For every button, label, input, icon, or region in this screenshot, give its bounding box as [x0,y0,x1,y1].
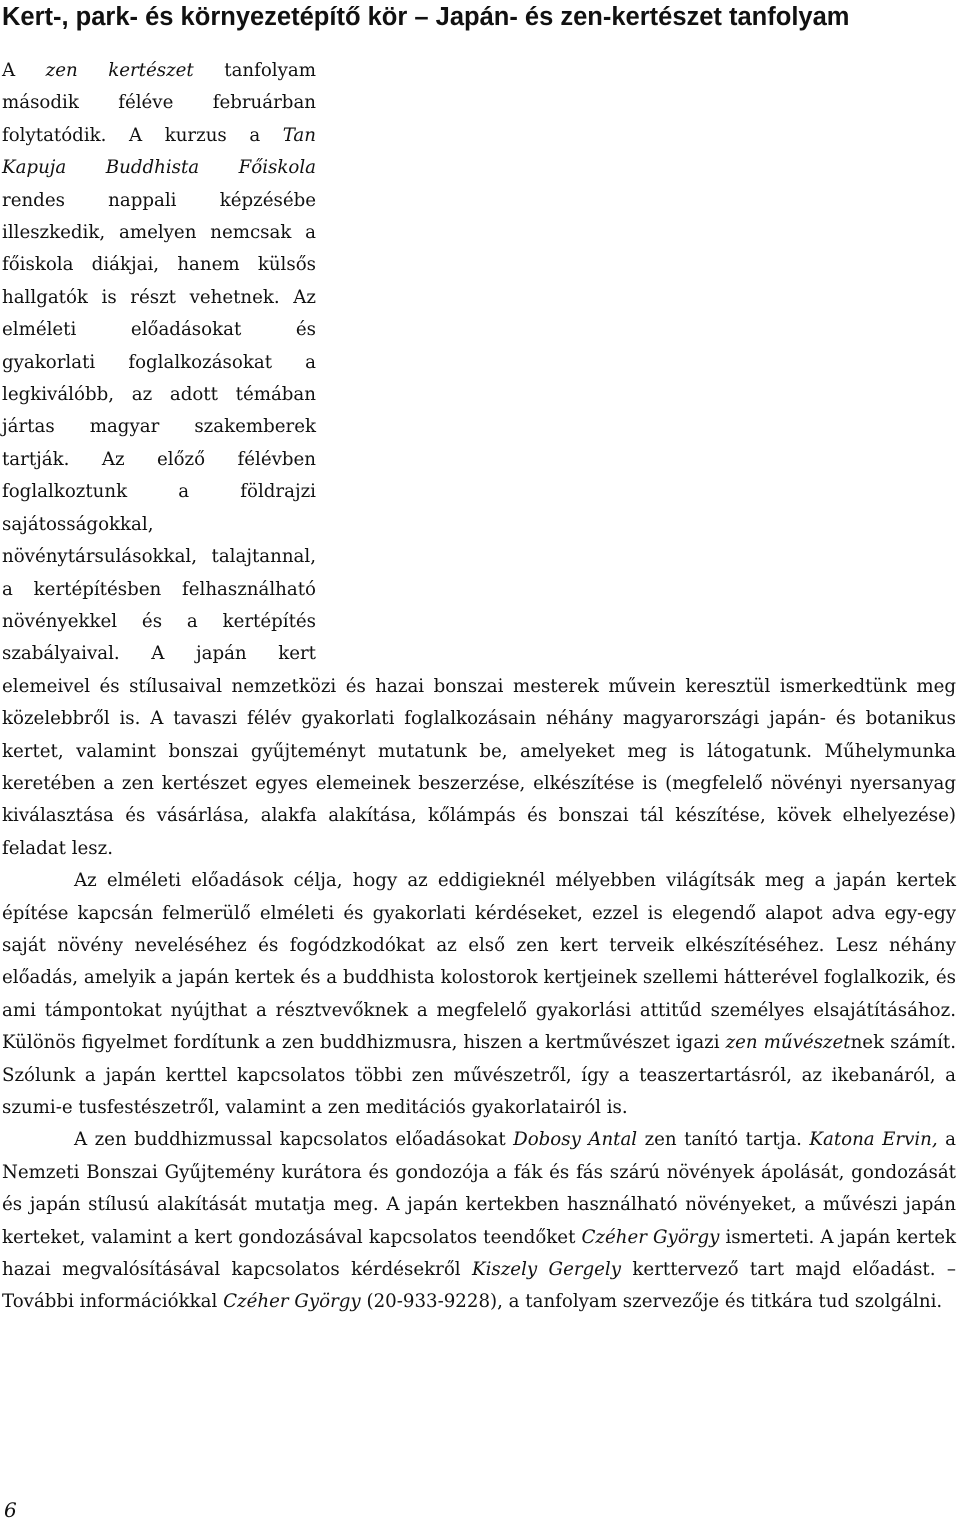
paragraph-3 [2,1124,956,1318]
emphasis-zen-muveszet: zen művészet [725,1032,851,1054]
text-run: (20-933-9228), a tanfolyam szervezője és titkára tud szolgálni. [360,1291,943,1313]
page-number: 6 [4,1498,17,1522]
text-run: nek számít. Szólunk a japán kerttel kapcsolatos többi zen művészetről, így a teaszertartásról, az ikebanáról, a szumi-e tusfestészetről, valamint a zen meditációs gyakorlatairól is. [2,1032,956,1118]
text-run: tanfolyam második féléve februárban folytatódik. A kurzus a [2,60,316,146]
paragraph-2 [2,865,956,1124]
person-name-katona: Katona Ervin, [809,1129,938,1151]
text-run: Az elméleti előadások célja, hogy az eddigieknél mélyebben világítsák meg a japán kertek építése kapcsán felmerülő elméleti és gyakorlati kérdéseket, ezzel is elegendő alapot adva egy-egy saját növény neveléséhez és fogódzkodókat az első zen kert terveik elkészítéséhez. Lesz néhány előadás, amelyik a japán kertek és a buddhista kolostorok kertjeinek szellemi hátterével foglalkozik, és ami támpontokat nyújthat a résztvevőknek a megfelelő gyakorlási attitűd személyes elsajátításához. Különös figyelmet fordítunk a zen buddhizmusra, hiszen a kertművészet igazi [2,870,956,1054]
text-run: ismerteti. A japán kertek hazai megvalósításával kapcsolatos kérdésekről [2,1226,956,1281]
image-placeholder-area [316,55,956,663]
person-name-czeher: Czéher György [581,1226,720,1248]
text-run: A [2,60,46,81]
text-run: rendes nappali képzésébe illeszkedik, amelyen nemcsak a főiskola diákjai, hanem külsős hallgatók is részt vehetnek. Az elméleti előadásokat és gyakorlati foglalkozásokat a legkiválóbb, az adott témában jártas magyar szakemberek tartják. Az előző félévben foglalkoztunk a földrajzi sajátosságokkal, növénytársulásokkal, talajtannal, a kertépítésben felhasználható növényekkel és a kertépítés szabályaival. A japán kert elemeivel és stílusaival nemzetközi és hazai bonszai mesterek művein keresztül ismerkedtünk meg közelebbről is. A tavaszi félév gyakorlati foglalkozásain néhány magyarországi japán- és botanikus kertet, valamint bonszai gyűjteményt mutatunk be, amelyeket meg is látogatunk. Műhelymunka keretében a zen kertészet egyes elemeinek beszerzése, elkészítése is (megfelelő növényi nyersanyag kiválasztása és vásárlása, alakfa alakítása, kőlámpás és bonszai tál készítése, kövek elhelyezése) feladat lesz. [2,189,956,859]
text-run: a Nemzeti Bonszai Gyűjtemény kurátora és gondozója a fák és fás szárú növények ápolását, gondozását és japán stílusú alakítását mutatja meg. A japán kertekben használható növényeket, a művészi japán kerteket, valamint a kert gondozásával kapcsolatos teendőket [2,1129,956,1248]
text-run: A zen buddhizmussal kapcsolatos előadásokat [74,1129,514,1151]
emphasis-school-name: Tan Kapuja Buddhista Főiskola [2,124,316,179]
article-body [2,55,956,1319]
emphasis-zen-kerteszet: zen kertészet [45,60,194,81]
person-name-kiszely: Kiszely Gergely [471,1259,622,1281]
text-run: kerttervező tart majd előadást. – További információkkal [2,1259,956,1313]
person-name-czeher-contact: Czéher György [223,1291,361,1313]
text-run: zen tanító tartja. [637,1129,810,1151]
page-title: Kert-, park- és környezetépítő kör – Japán- és zen-kertészet tanfolyam [2,3,850,31]
person-name-dobosy: Dobosy Antal [513,1129,638,1151]
